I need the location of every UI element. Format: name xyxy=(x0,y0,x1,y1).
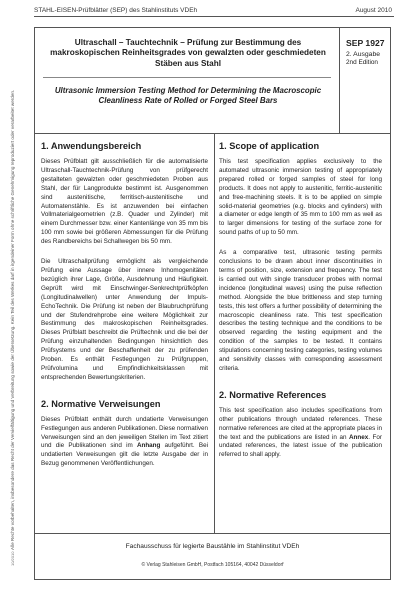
german-column xyxy=(41,141,208,480)
annex-term-de: Anhang xyxy=(136,442,161,450)
sep-number: SEP 1927 xyxy=(346,38,385,48)
footer-rule xyxy=(35,533,390,534)
title-box xyxy=(35,28,340,133)
section-1-paragraph-1-en: This test specification applies exclusively to the automated ultrasonic immersion testing of appropriately prepared rolled or forged samples of steel for long products. It does not apply to austenitic, ferritic-austenitic and free-machining steels. It is to be applied on simple solid-material geometries (e.g. blocks and cylinders) with a diameter or edge length of 35 mm to 100 mm as well as to larger dimensions for testing of the surface zone for sound paths of up to 50 mm. xyxy=(219,158,382,237)
section-1-heading-de: 1. Anwendungsbereich xyxy=(41,141,142,151)
section-1-paragraph-2-de: Die Ultraschallprüfung ermöglicht als vergleichende Prüfung eine Aussage über innere Inhomogenitäten bezüglich ihrer Lage, Größe, Ausdehnung und Häufigkeit. Geprüft wird mit Einschwinger-Senkrechtprüfköpfen (Longitudinalwellen) unter Anwendung der Impuls-EchoTechnik. Die Prüfung ist neben der Blaubruchprüfung und der Stufendrehprobe eine weitere Möglichkeit zur Bestimmung des makroskopischen Reinheitsgrades. Dieses Prüfblatt beschreibt die Prüftechnik und die bei der Prüfung einzuhaltenden Bedingungen hinsichtlich des Prüfsystems und der Beschaffenheit der zu prüfenden Proben. Es enthält Festlegungen zu Prüfgruppen, Prüfvolumina und Empfindlichkeitsklassen mit entsprechenden Bewertungskriterien. xyxy=(41,258,208,381)
section-1-heading-en: 1. Scope of application xyxy=(219,141,320,151)
text-span: Dieses Prüfblatt enthält durch undatierte Verweisungen Festlegungen aus anderen Publikationen. Diese normativen Verweisungen sind an den jeweiligen Stellen im Text zitiert und die Publikationen sind im xyxy=(41,415,208,450)
section-2-heading-en: 2. Normative References xyxy=(219,389,327,400)
section-2-heading-de: 2. Normative Verweisungen xyxy=(41,398,161,409)
side-code: 10/2010 xyxy=(10,551,15,566)
edition-de: 2. Ausgabe xyxy=(346,51,381,58)
annex-term-en: Annex xyxy=(349,433,369,441)
column-divider xyxy=(214,134,215,534)
issue-date: August 2010 xyxy=(355,7,392,14)
text-span: . For undated references, the latest issue of the publication referred to shall apply. xyxy=(219,433,382,459)
section-2-paragraph-de xyxy=(41,416,208,469)
header-rule xyxy=(34,16,394,17)
sep-identifier-box xyxy=(339,28,390,133)
section-1-paragraph-2-en: As a comparative test, ultrasonic testing permits conclusions to be drawn about inner discontinuities in terms of position, size, extension and frequency. The test is carried out with single transducer probes with normal incidence (longitudinal waves) using the pulse reflection method. Alongside the blue brittleness and step turning tests, this test offers a further possibility of determining the macroscopic cleanliness rate. This test specification describes the testing technique and the conditions to be observed regarding the testing equipment and the condition of the samples to be tested. It contains stipulations concerning testing categories, testing volumes and sensitivity classes with corresponding assessment criteria. xyxy=(219,249,382,372)
publisher-line: © Verlag Stahleisen GmbH, Postfach 105164, 40042 Düsseldorf xyxy=(141,562,284,568)
german-title: Ultraschall – Tauchtechnik – Prüfung zur Bestimmung des makroskopischen Reinheitsgrades von gewalzten oder geschmiedeten Stäben aus Stahl xyxy=(50,38,326,68)
text-span: This test specification also includes specifications from other publications through undated references. These normative references are cited at the appropriate places in the text and the publications are listed in an xyxy=(219,406,382,441)
document-frame xyxy=(34,27,391,580)
title-divider xyxy=(43,77,331,78)
committee-name: Fachausschuss für legierte Baustähle im Stahlinstitut VDEh xyxy=(125,543,300,550)
section-2-paragraph-en xyxy=(219,407,382,460)
series-header: STAHL-EISEN-Prüfblätter (SEP) des Stahlinstituts VDEh xyxy=(34,7,198,14)
title-header xyxy=(35,28,390,134)
english-title: Ultrasonic Immersion Testing Method for Determining the Macroscopic Cleanliness Rate of Rolled or Forged Steel Bars xyxy=(54,86,322,105)
edition-en: 2nd Edition xyxy=(346,59,378,66)
section-1-paragraph-1-de: Dieses Prüfblatt gilt ausschließlich für die automatisierte Ultraschall-Tauchtechnik-Prüfung von prüfgerecht gestalteten gewalzten oder geschmiedeten Proben aus Stahl, der für Langprodukte bestimmt ist. Ausgenommen sind austenitische, ferritisch-austenitische und Automatenstähle. Es ist anzuwenden bei einfachen Vollmaterialgeometrien (z.B. Quader und Zylinder) mit einem Durchmesser bzw. einer Kantenlänge von 35 mm bis 100 mm sowie bei größeren Abmessungen für die Prüfung des Randbereichs bei Schallwegen bis 50 mm. xyxy=(41,158,208,246)
english-column xyxy=(219,141,382,471)
text-span: aufgeführt. Bei undatierten Verweisungen gilt die letzte Ausgabe der in Bezug genommenen Veröffentlichungen. xyxy=(41,442,208,468)
copyright-side-note: Alle Rechte vorbehalten, insbesondere das Recht der Vervielfältigung und Verbreitung sowie der Übersetzung. Kein Teil des Werkes darf in irgendeiner Form ohne schriftliche Genehmigung reproduziert oder verarbeitet werden. xyxy=(10,89,15,550)
